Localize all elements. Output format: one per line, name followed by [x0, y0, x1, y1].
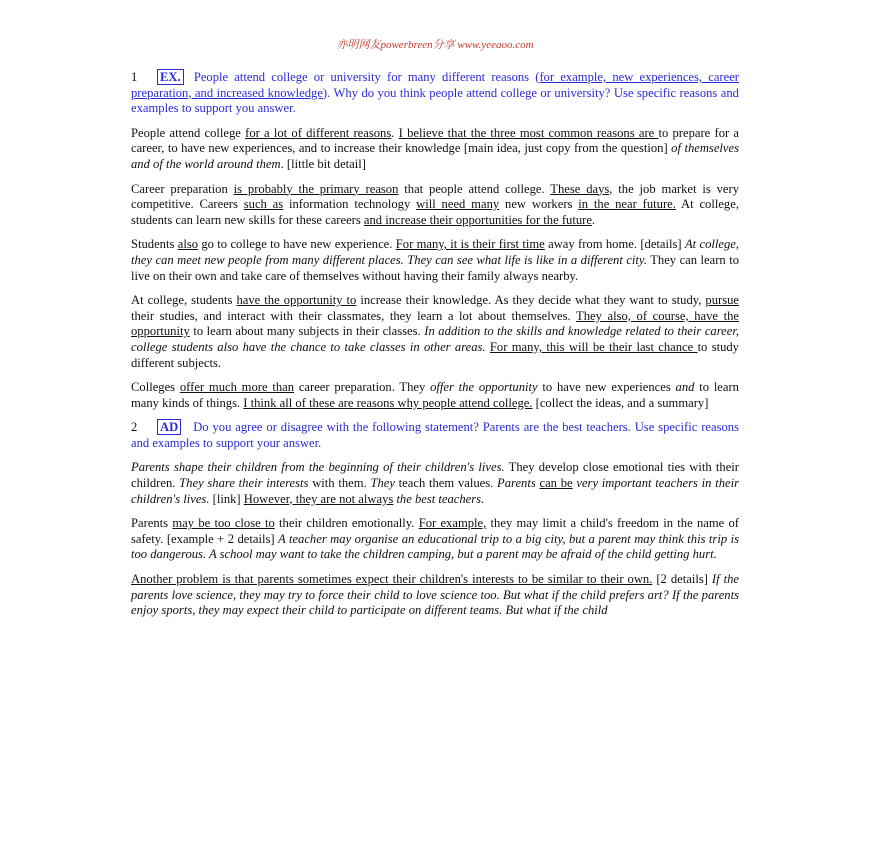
text-run: teach them values.: [394, 476, 498, 491]
text-run: [2 details]: [652, 572, 712, 587]
text-run-underlined: may be too close to: [172, 516, 275, 531]
paragraph-conclusion: [131, 380, 739, 411]
text-run: to learn about many subjects in their classes.: [189, 324, 425, 339]
text-run: Students: [131, 237, 178, 252]
text-run-underlined: will need many: [416, 197, 500, 212]
text-run-underlined: I think all of these are reasons why people attend college.: [243, 395, 533, 410]
text-run-italic: They: [370, 476, 395, 491]
text-run: career preparation. They: [294, 380, 431, 395]
text-run-italic: They share their interests: [179, 476, 309, 491]
text-run-underlined: can be: [539, 476, 573, 491]
text-run: .: [591, 212, 596, 227]
text-run: with them.: [308, 476, 371, 491]
text-run-underlined: For many, it is their first time: [395, 237, 545, 252]
text-run: They develop close emotional ties with their children.: [131, 460, 739, 491]
text-run-underlined: For example,: [418, 516, 487, 531]
text-run: away from home. [details]: [544, 237, 685, 252]
text-run: [link]: [209, 491, 244, 506]
paragraph-career: [131, 182, 739, 229]
document-body: [131, 70, 739, 628]
text-run: to have new experiences: [537, 380, 676, 395]
text-run: to learn many kinds of things.: [131, 380, 739, 410]
text-run-italic: In addition to the skills and knowledge related to their career, college students also have the chance to take classes in other areas.: [131, 324, 739, 354]
text-run: . [little bit detail]: [280, 156, 366, 171]
paragraph-knowledge: [131, 293, 739, 371]
text-run-underlined: However, they are not always: [243, 491, 394, 506]
text-run: their studies, and interact with their classmates, they learn a lot about themselves.: [131, 308, 577, 323]
text-run: Career preparation: [131, 181, 234, 196]
text-run: go to college to have new experience.: [198, 237, 396, 252]
text-run: to study different subjects.: [131, 339, 739, 370]
text-run-underlined: offer much more than: [179, 380, 295, 395]
paragraph-parents-intro: [131, 460, 739, 507]
paragraph-parents-close: [131, 516, 739, 563]
text-run-underlined: have the opportunity to: [236, 293, 357, 308]
text-run: that people attend college.: [398, 181, 551, 196]
text-run-underlined: Another problem is that parents sometimes expect their children's interests to be similar to their own.: [131, 572, 653, 587]
text-run-underlined: pursue: [705, 293, 739, 308]
question-2: [131, 420, 739, 451]
question-number: 1: [131, 70, 138, 84]
question-text: Do you agree or disagree with the following statement? Parents are the best teachers. Use specific reasons and examples to support your answer.: [131, 420, 739, 450]
question-1: [131, 70, 739, 117]
text-run: They can learn to live on their own and take care of themselves without having their family always nearby.: [131, 252, 740, 283]
paragraph-parents-interests: [131, 572, 739, 619]
text-run: information technology: [283, 197, 417, 212]
text-run-underlined: such as: [243, 197, 284, 212]
text-run: to prepare for a career, to have new experiences, and to increase their knowledge [main idea, just copy from the question]: [131, 125, 740, 156]
question-type-tag: EX.: [157, 69, 184, 85]
text-run: [collect the ideas, and a summary]: [532, 395, 709, 410]
text-run-italic: very important teachers in their children's lives.: [131, 476, 740, 506]
text-run-italic: Parents: [497, 476, 540, 491]
text-run-italic: If the parents love science, they may try to force their child to love science too. But what if the child prefers art? If the parents enjoy sports, they may expect their child to participate on different teams. But what if the child: [131, 572, 739, 618]
text-run-underlined: I believe that the three most common reasons are: [398, 125, 659, 140]
question-text-underlined: for example, new experiences, career preparation, and increased knowledge: [131, 70, 739, 100]
text-run-underlined: For many, this will be their last chance: [489, 339, 698, 354]
question-type-tag: AD: [157, 419, 181, 435]
question-text: People attend college or university for many different reasons (: [187, 70, 540, 84]
paragraph-experiences: [131, 237, 739, 284]
question-number: 2: [131, 420, 138, 435]
text-run-underlined: also: [177, 237, 199, 252]
text-run: Colleges: [131, 380, 180, 395]
text-run-italic: A teacher may organise an educational trip to a big city, but a parent may think this trip is too dangerous. A school may want to take the children camping, but a parent may be afraid of the child getting hurt.: [131, 531, 739, 562]
text-run-underlined: and increase their opportunities for the future: [363, 212, 592, 227]
text-run-underlined: for a lot of different reasons: [245, 125, 392, 140]
text-run: their children emotionally.: [274, 516, 419, 531]
text-run-underlined: These days,: [550, 181, 613, 196]
text-run: Parents: [131, 516, 173, 531]
paragraph-intro: [131, 126, 739, 173]
text-run: they may limit a child's freedom in the name of safety. [example + 2 details]: [131, 516, 739, 546]
text-run-italic: and: [675, 380, 695, 395]
text-run: .: [391, 125, 399, 140]
text-run: People attend college: [131, 125, 246, 140]
text-run-italic: offer the opportunity: [430, 380, 538, 395]
text-run-underlined: in the near future.: [578, 197, 676, 212]
text-run: At college, students can learn new skills for these careers: [131, 197, 739, 227]
text-run: the job market is very competitive. Careers: [131, 181, 739, 212]
text-run: At college, students: [131, 293, 237, 308]
text-run-italic: of themselves and of the world around them: [131, 141, 739, 171]
text-run: increase their knowledge. As they decide what they want to study,: [356, 293, 706, 308]
text-run: new workers: [499, 197, 579, 212]
text-run-italic: At college, they can meet new people from many different places. They can see what life is like in a different city.: [131, 237, 739, 267]
text-run-underlined: They also, of course, have the opportunity: [131, 308, 739, 339]
text-run-italic: the best teachers.: [396, 491, 485, 506]
text-run-underlined: is probably the primary reason: [233, 181, 399, 196]
question-text: ). Why do you think people attend college or university? Use specific reasons and examples to support you answer.: [131, 85, 739, 116]
text-run-italic: Parents shape their children from the beginning of their children's lives.: [131, 460, 505, 475]
page-header-watermark: 亦明网友powerbreen分享 www.yeeaoo.com: [336, 39, 534, 51]
